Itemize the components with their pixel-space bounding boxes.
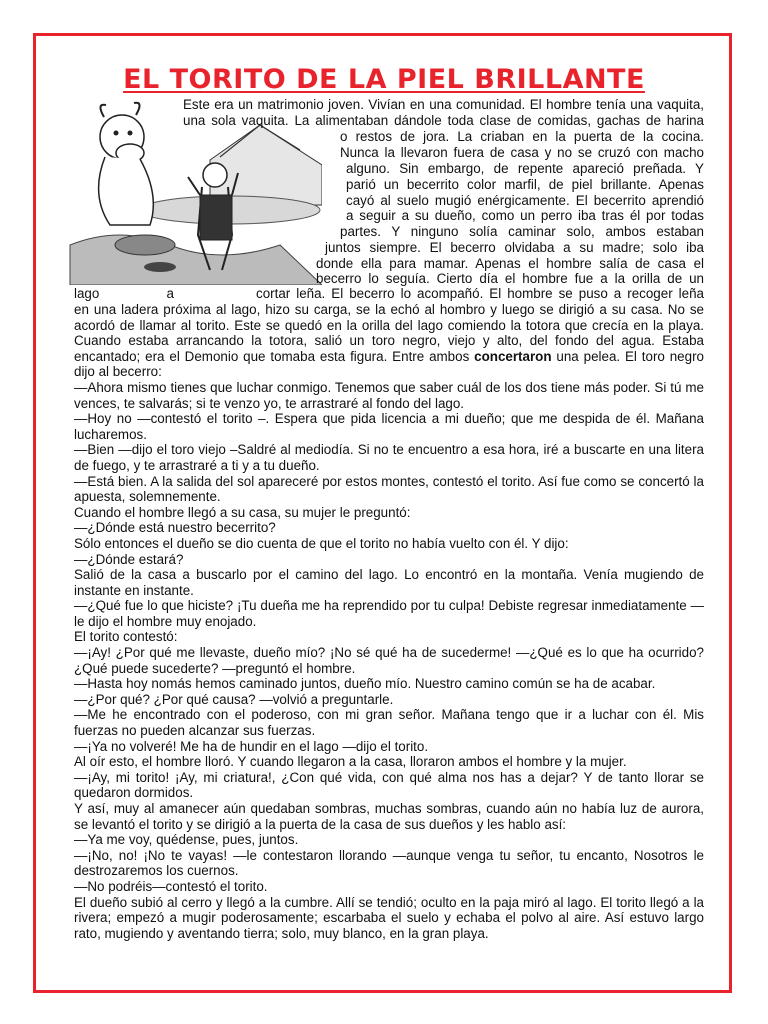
intro-line: becerro lo seguía. Cierto día el hombre fue a la orilla de un	[316, 271, 704, 286]
paragraph: Cuando el hombre llegó a su casa, su mujer le preguntó:	[74, 504, 411, 520]
paragraph: —¿Dónde está nuestro becerrito?	[74, 520, 276, 536]
intro-line: partes. Y ninguno solía caminar solo, ambos estaban	[340, 224, 704, 239]
paragraph: Y así, muy al amanecer aún quedaban sombras, muchas sombras, cuando aún no había luz de aurora, se levantó el torito y se dirigió a la puerta de la casa de sus dueños y les hablo así:	[74, 801, 704, 832]
paragraph: El torito contestó:	[74, 629, 178, 645]
intro-line-left: lago a	[74, 286, 174, 301]
paragraph: —Me he encontrado con el poderoso, con mi gran señor. Mañana tengo que ir a luchar con él. Mis fuerzas no pueden alcanzar sus fuerzas.	[74, 707, 704, 739]
paragraph: —No podréis—contestó el torito.	[74, 878, 268, 894]
paragraph: —Ahora mismo tienes que luchar conmigo. Tenemos que saber cuál de los dos tiene más poder. Si tú me vences, te salvarás; si te venzo yo, te arrastraré al fondo del lago.	[74, 379, 704, 411]
intro-line-right: cortar leña. El becerro lo acompañó. El hombre se puso a recoger leña	[256, 286, 704, 301]
paragraph: —¡Ya no volveré! Me ha de hundir en el lago —dijo el torito.	[74, 738, 429, 754]
paragraph: Salió de la casa a buscarlo por el camino del lago. Lo encontró en la montaña. Venía mugiendo de instante en instante.	[74, 567, 704, 598]
intro-line: donde ella para mamar. Apenas el hombre salía de casa el	[316, 256, 704, 271]
text-span: una pelea. El toro negro dijo al becerro:	[74, 348, 704, 380]
intro-line: Nunca la llevaron fuera de casa y no se cruzó con macho	[340, 145, 704, 160]
story-title: EL TORITO DE LA PIEL BRILLANTE	[123, 64, 645, 95]
paragraph: —Bien —dijo el toro viejo –Saldré al mediodía. Si no te encuentro a esa hora, iré a buscarte en una litera de fuego, y te arrastraré a ti y a tu dueño.	[74, 442, 704, 473]
paragraph: —¡No, no! ¡No te vayas! —le contestaron llorando —aunque venga tu señor, tu encanto, Nosotros le destrozaremos los cuernos.	[74, 847, 704, 879]
paragraph: —Ya me voy, quédense, pues, juntos.	[74, 832, 299, 848]
paragraph: —¿Dónde estará?	[74, 551, 184, 567]
intro-line: o restos de jora. La criaban en la puerta de la cocina.	[340, 129, 704, 144]
story-body	[74, 302, 704, 941]
paragraph	[74, 302, 704, 380]
intro-line: una sola vaquita. La alimentaban dándole toda clase de comidas, gachas de harina	[183, 113, 704, 128]
paragraph: —¡Ay! ¿Por qué me llevaste, dueño mío? ¡No sé qué ha de sucederme! —¿Qué es lo que ha ocurrido? ¿Qué puede sucederte? —preguntó el hombre.	[74, 645, 704, 676]
intro-line: cayó al suelo mugió enérgicamente. El becerrito aprendió	[346, 193, 704, 208]
bold-word: concertaron	[474, 348, 552, 364]
paragraph: —¿Qué fue lo que hiciste? ¡Tu dueña me ha reprendido por tu culpa! Debiste regresar inmediatamente —le dijo el hombre muy enojado.	[74, 598, 704, 629]
paragraph: —¡Ay, mi torito! ¡Ay, mi criatura!, ¿Con qué vida, con qué alma nos has a dejar? Y de tanto llorar se quedaron dormidos.	[74, 769, 704, 801]
paragraph: —Está bien. A la salida del sol apareceré por estos montes, contestó el torito. Así fue como se concertó la apuesta, solemnemente.	[74, 473, 704, 505]
paragraph: —Hasta hoy nomás hemos caminado juntos, dueño mío. Nuestro camino común se ha de acabar.	[74, 676, 656, 692]
paragraph: —¿Por qué? ¿Por qué causa? —volvió a preguntarle.	[74, 691, 394, 707]
paragraph: Al oír esto, el hombre lloró. Y cuando llegaron a la casa, lloraron ambos el hombre y la mujer.	[74, 754, 627, 770]
intro-line: juntos siempre. El becerro olvidaba a su madre; solo iba	[325, 240, 704, 255]
text-span: en una ladera próxima al lago, hizo su carga, se la echó al hombro y luego se dirigió a su casa. No se acordó de llamar al torito. Este se quedó en la orilla del lago comiendo la totora que crecía en la playa. Cuando estaba arrancando la totora, salió un toro negro, viejo y alto, del fondo del agua. Estaba encantado; era el Demonio que tomaba esta figura. Entre ambos	[74, 302, 704, 364]
paragraph: —Hoy no —contestó el torito –. Espera que pida licencia a mi dueño; que me despida de él. Mañana lucharemos.	[74, 411, 704, 442]
intro-line: parió un becerrito color marfil, de piel brillante. Apenas	[346, 177, 704, 192]
intro-line: a seguir a su dueño, como un perro iba tras él por todas	[346, 208, 704, 223]
intro-line: alguno. Sin embargo, de repente apareció preñada. Y	[346, 161, 704, 176]
paragraph: El dueño subió al cerro y llegó a la cumbre. Allí se tendió; oculto en la paja miró al lago. El torito llegó a la rivera; empezó a mugir poderosamente; escarbaba el suelo y echaba el polvo al aire. Así estuvo largo rato, mugiendo y aventando tierra; solo, muy blanco, en la gran playa.	[74, 894, 704, 941]
paragraph: Sólo entonces el dueño se dio cuenta de que el torito no había vuelto con él. Y dijo:	[74, 535, 569, 551]
intro-line: Este era un matrimonio joven. Vivían en una comunidad. El hombre tenía una vaquita,	[183, 97, 704, 112]
